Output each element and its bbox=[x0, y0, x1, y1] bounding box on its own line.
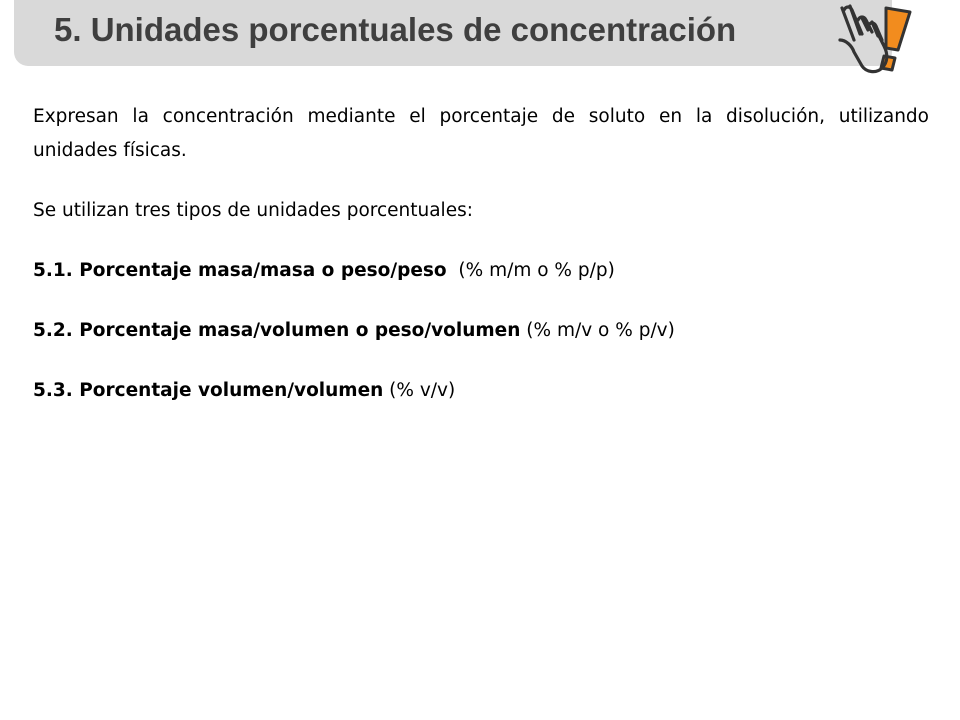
list-item-units: (% m/m o % p/p) bbox=[446, 260, 615, 281]
types-intro: Se utilizan tres tipos de unidades porcentuales: bbox=[33, 200, 473, 221]
list-item bbox=[33, 254, 929, 288]
slide-content bbox=[33, 100, 929, 408]
title-bar bbox=[14, 0, 892, 66]
list-item-heading: 5.1. Porcentaje masa/masa o peso/peso bbox=[33, 260, 447, 281]
list-item-heading: 5.2. Porcentaje masa/volumen o peso/volumen bbox=[33, 320, 521, 341]
list-item bbox=[33, 314, 929, 348]
list-item-units: (% m/v o % p/v) bbox=[520, 320, 675, 341]
pointing-hand-exclamation-icon bbox=[832, 0, 916, 84]
list-item-heading: 5.3. Porcentaje volumen/volumen bbox=[33, 380, 384, 401]
intro-paragraph: Expresan la concentración mediante el porcentaje de soluto en la disolución, utilizando unidades físicas. bbox=[33, 106, 929, 161]
list-item-units: (% v/v) bbox=[383, 380, 456, 401]
slide-title: 5. Unidades porcentuales de concentración bbox=[54, 11, 737, 48]
list-item bbox=[33, 374, 929, 408]
